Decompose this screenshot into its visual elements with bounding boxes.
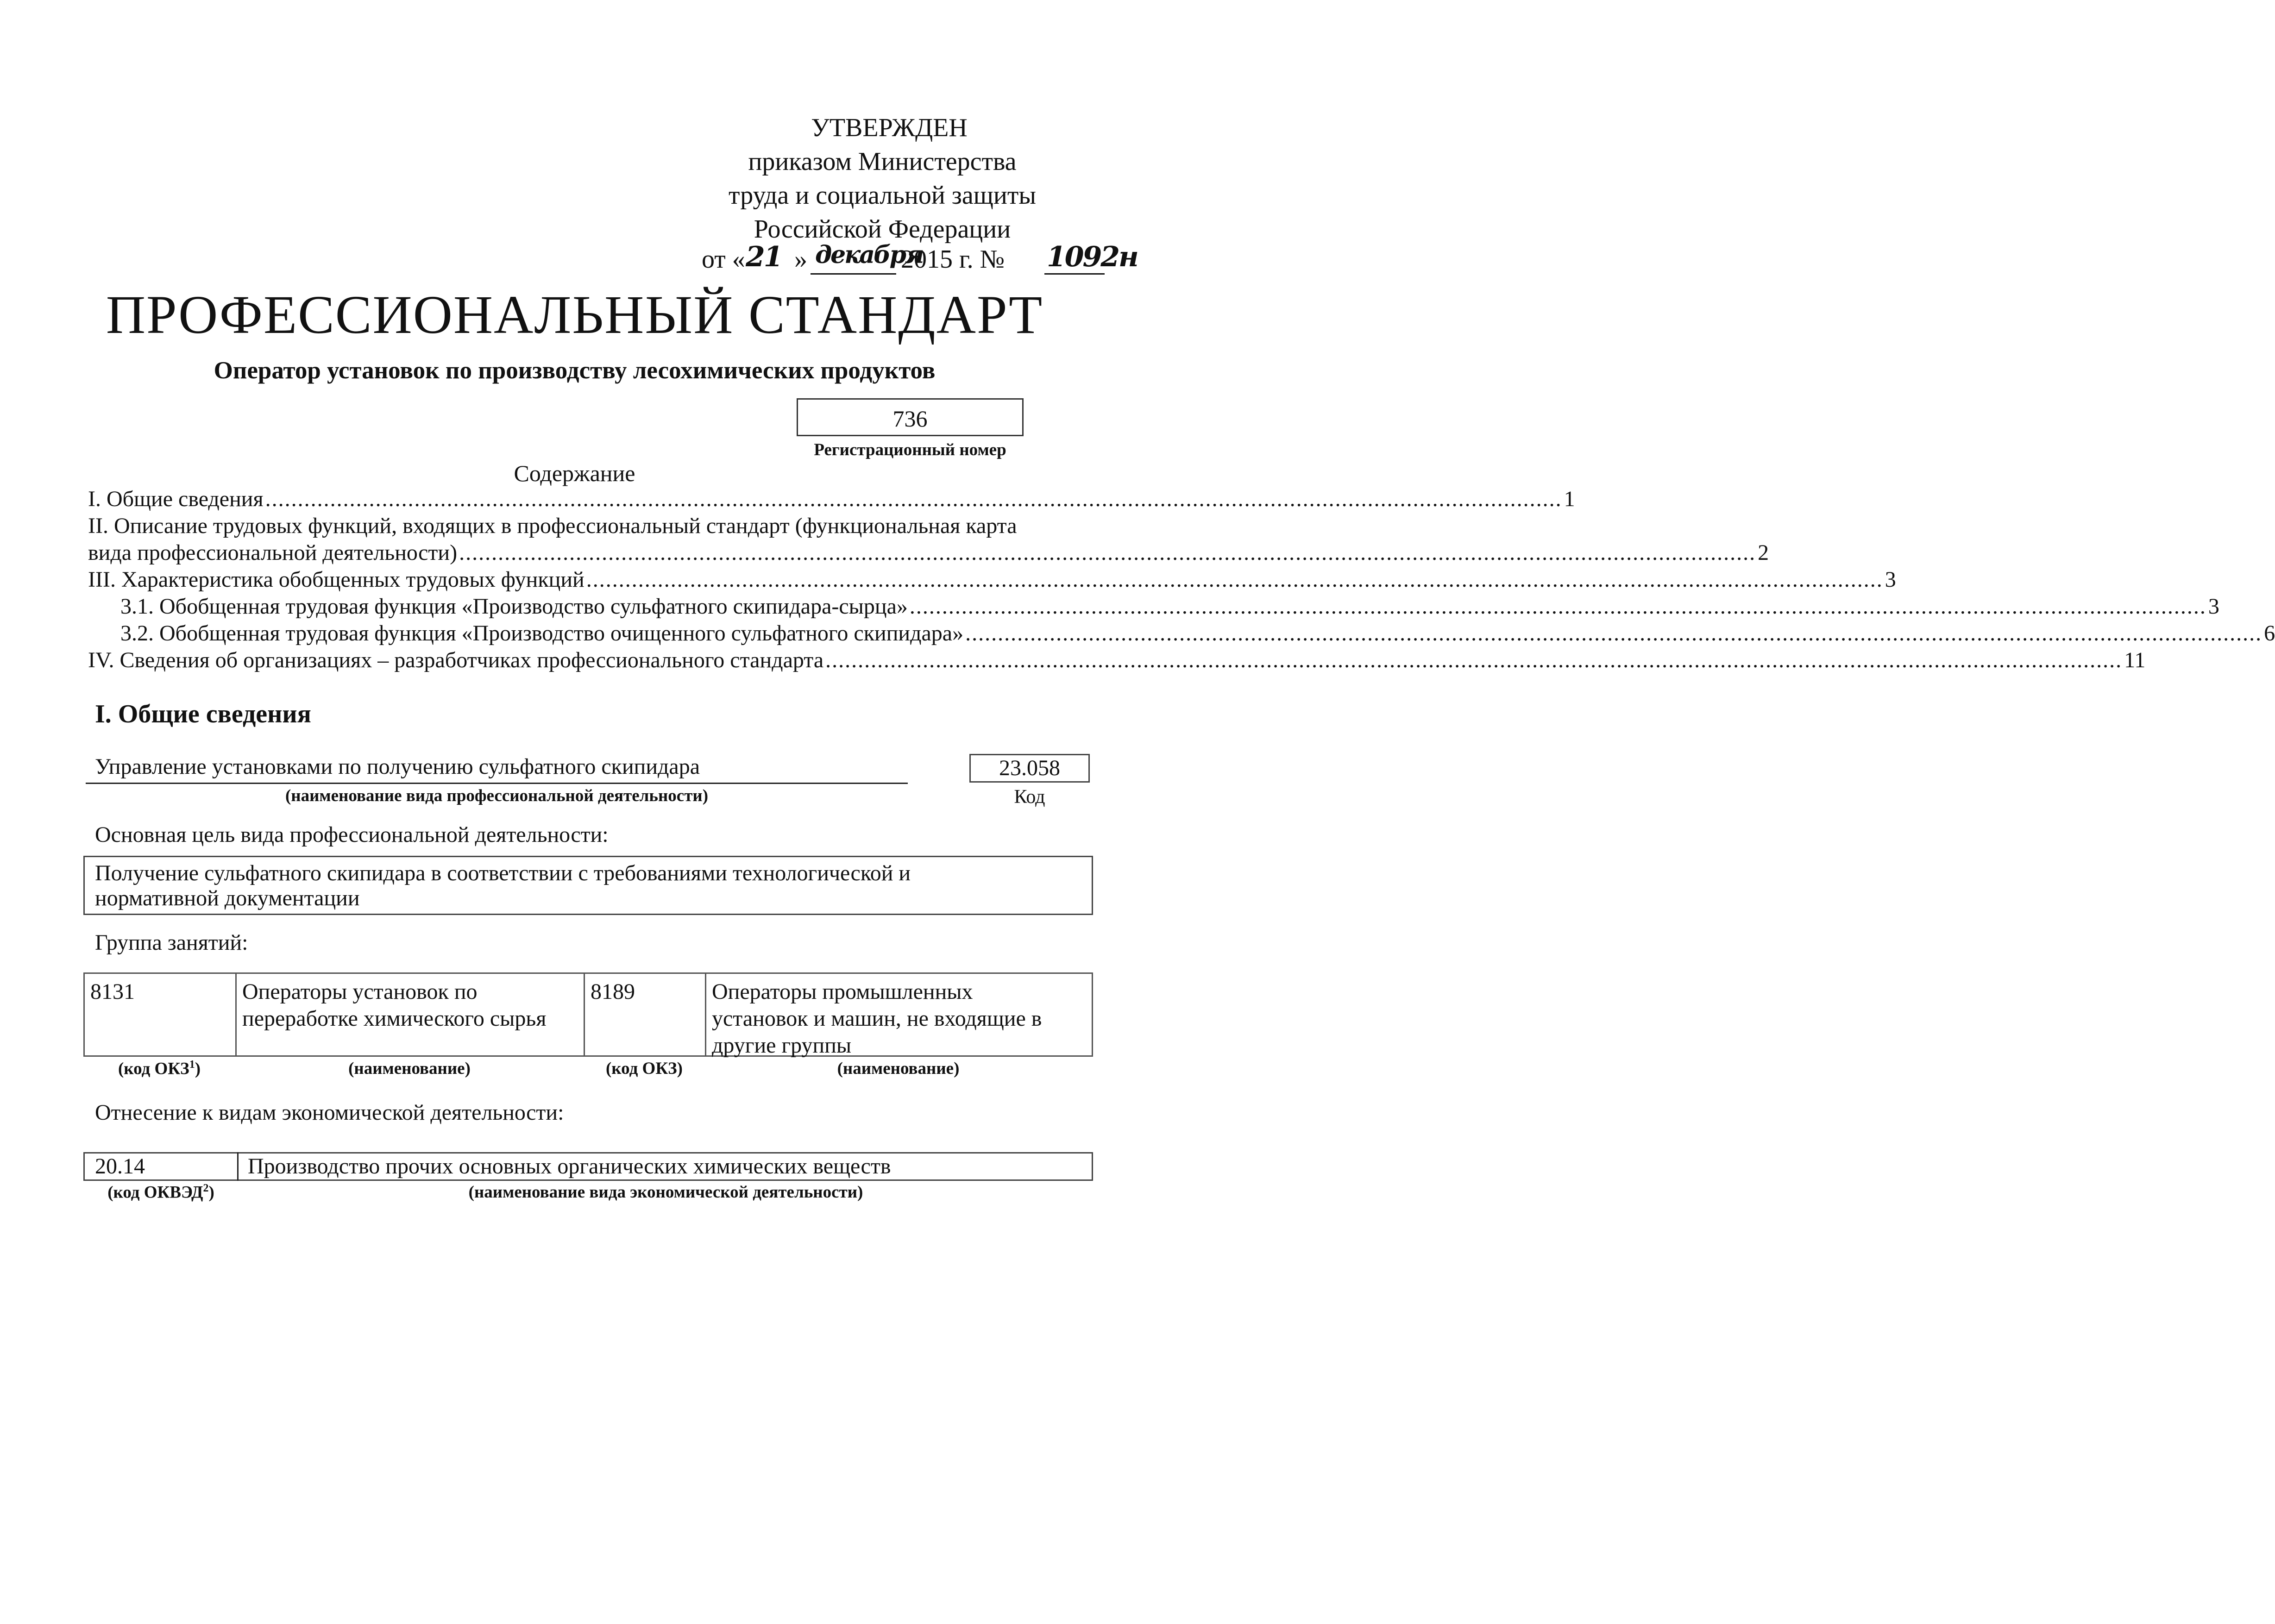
toc-entry[interactable] (88, 647, 2146, 674)
toc-entry[interactable] (120, 621, 2275, 647)
order-month-underline (811, 273, 896, 275)
toc-entry[interactable] (88, 540, 1769, 567)
econ-activity-caption: (наименование вида экономической деятельности) (468, 1183, 863, 1202)
group-label: Группа занятий: (95, 930, 248, 955)
approval-line: труда и социальной защиты (729, 181, 1036, 210)
approval-line: приказом Министерства (748, 147, 1017, 176)
order-year: 2015 г. № (901, 245, 1005, 274)
registration-number-box: 736 (797, 398, 1024, 436)
toc-page: 2 (1758, 540, 1769, 565)
toc-page: 1 (1564, 487, 1575, 511)
approval-title: УТВЕРЖДЕН (811, 113, 968, 142)
footnote-ref-2[interactable]: 2 (203, 1182, 209, 1194)
order-day-handwritten: 21 (746, 241, 782, 273)
okz-code-cell (85, 974, 237, 1055)
toc-page: 3 (2208, 594, 2219, 619)
occupation-name-line: переработке химического сырья (242, 1006, 547, 1031)
toc-entry-text: вида профессиональной деятельности) (88, 540, 458, 565)
document-subtitle: Оператор установок по производству лесохимических продуктов (214, 357, 936, 384)
toc-leader: ........................................................................................................................................................................................................ (586, 567, 1883, 592)
goal-text-line: Получение сульфатного скипидара в соответствии с требованиями технологической и (95, 861, 911, 885)
okz-code-caption (83, 1059, 235, 1078)
toc-heading: Содержание (514, 460, 635, 486)
activity-caption: (наименование вида профессиональной деятельности) (285, 786, 709, 805)
toc-leader: ........................................................................................................................................................................................................ (459, 540, 1756, 565)
toc-entry-text: IV. Сведения об организациях – разработчиках профессионального стандарта (88, 648, 824, 672)
toc-entry-text: III. Характеристика обобщенных трудовых функций (88, 567, 584, 592)
occupation-name-cell (706, 974, 1092, 1058)
okved-code-caption-text: (код ОКВЭД (107, 1183, 203, 1202)
econ-activity-name: Производство прочих основных органических химических веществ (248, 1154, 891, 1179)
toc-leader: ........................................................................................................................................................................................................ (825, 648, 2123, 672)
okz-code-cell (585, 974, 706, 1055)
activity-underline (86, 783, 908, 784)
order-month-handwritten: декабря (815, 241, 923, 269)
occupation-name-caption: (наименование) (837, 1059, 960, 1078)
order-number-underline (1044, 273, 1105, 275)
order-quote-close: » (794, 245, 807, 274)
occupation-name-caption: (наименование) (348, 1059, 471, 1078)
approval-line: Российской Федерации (754, 215, 1011, 244)
okz-code: 8189 (591, 979, 635, 1004)
toc-page: 11 (2124, 648, 2146, 672)
order-prefix: от « (702, 245, 745, 274)
toc-entry[interactable] (88, 567, 1896, 594)
toc-page: 3 (1885, 567, 1896, 592)
occupation-group-table (83, 972, 1093, 1057)
toc-page: 6 (2264, 621, 2275, 646)
okz-code-caption: (код ОКЗ) (605, 1059, 683, 1078)
occupation-name-line: другие группы (712, 1033, 852, 1058)
econ-activity-divider (237, 1152, 239, 1181)
toc-leader: ........................................................................................................................................................................................................ (965, 621, 2262, 646)
okved-code-caption (83, 1182, 239, 1202)
activity-code-box: 23.058 (969, 754, 1090, 783)
activity-name: Управление установками по получению сульфатного скипидара (95, 754, 700, 779)
okz-code: 8131 (90, 979, 135, 1004)
occupation-name-line: установок и машин, не входящие в (712, 1006, 1042, 1031)
okz-code-caption-close: ) (195, 1059, 201, 1078)
okved-code: 20.14 (95, 1154, 145, 1179)
okved-code-caption-close: ) (208, 1183, 214, 1202)
document-title: ПРОФЕССИОНАЛЬНЫЙ СТАНДАРТ (106, 284, 1043, 345)
goal-text-line: нормативной документации (95, 886, 360, 910)
section-heading: I. Общие сведения (95, 700, 311, 728)
occupation-name-line: Операторы промышленных (712, 979, 973, 1004)
toc-leader: ........................................................................................................................................................................................................ (265, 487, 1562, 511)
footnote-ref-1[interactable]: 1 (189, 1059, 195, 1071)
occupation-name-cell (237, 974, 585, 1055)
toc-entry[interactable] (120, 594, 2219, 621)
toc-entry-text: 3.1. Обобщенная трудовая функция «Производство сульфатного скипидара-сырца» (120, 594, 908, 619)
econ-activity-label: Отнесение к видам экономической деятельности: (95, 1100, 564, 1125)
occupation-name-line: Операторы установок по (242, 979, 478, 1004)
okz-code-caption-text: (код ОКЗ (118, 1059, 189, 1078)
approval-block (662, 111, 1102, 246)
code-caption: Код (1014, 786, 1045, 808)
order-number-handwritten: 1092н (1047, 241, 1138, 273)
toc-entry-text[interactable]: II. Описание трудовых функций, входящих в профессиональный стандарт (функциональная карта (88, 514, 1017, 538)
toc-entry-text: 3.2. Обобщенная трудовая функция «Производство очищенного сульфатного скипидара» (120, 621, 964, 646)
toc-entry-text: I. Общие сведения (88, 487, 264, 511)
toc-leader: ........................................................................................................................................................................................................ (909, 594, 2206, 619)
goal-label: Основная цель вида профессиональной деятельности: (95, 822, 609, 847)
toc-entry[interactable] (88, 486, 1575, 513)
registration-caption: Регистрационный номер (814, 440, 1006, 459)
